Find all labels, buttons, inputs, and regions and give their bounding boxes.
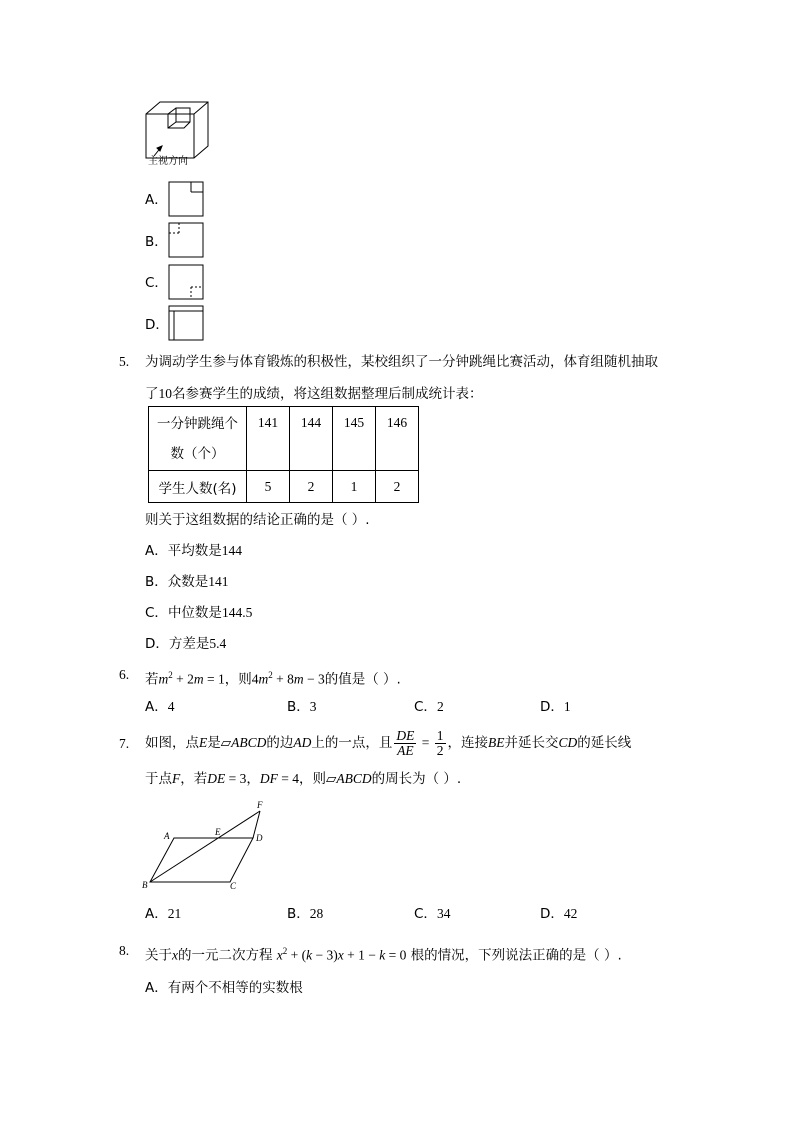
q5-stem-line1: 为调动学生参与体育锻炼的积极性，某校组织了一分钟跳绳比赛活动，体育组随机抽取 [145, 354, 658, 370]
q6-option-d: D．1 [540, 699, 571, 715]
q6-option-a: A．4 [145, 699, 175, 715]
segment-bf [150, 811, 260, 882]
table-row [149, 407, 419, 471]
q7-stem-line2: 于点F，若DE = 3，DF = 4，则▱ABCD的周长为（ ）. [145, 771, 462, 787]
parallelogram-abcd [150, 838, 253, 882]
q5-number: 5. [119, 354, 130, 369]
label-d: D [256, 833, 263, 843]
q7-option-d: D．42 [540, 906, 578, 922]
table-cell: 5 [247, 471, 290, 503]
table-cell: 145 [333, 407, 376, 471]
q6-stem: 若$m^2 + 2m = 1$，则$4m^2 + 8m - 3$的值是（ ）. [145, 670, 401, 688]
table-cell: 141 [247, 407, 290, 471]
q6-number: 6. [119, 667, 130, 682]
q4-option-c-figure [168, 264, 204, 300]
q7-option-b: B．28 [287, 906, 324, 922]
q5-question: 则关于这组数据的结论正确的是（ ）. [145, 512, 370, 528]
table-cell: 144 [290, 407, 333, 471]
table-cell: 146 [376, 407, 419, 471]
stats-table [148, 406, 419, 503]
cube-caption: 主视方向 [148, 156, 188, 167]
parallelogram-figure [140, 798, 270, 893]
table-header-count: 一分钟跳绳个 数（个） [149, 407, 247, 471]
q4-option-a-figure [168, 181, 204, 217]
q7-option-a: A．21 [145, 906, 182, 922]
q4-option-c-label: C． [145, 275, 168, 291]
q5-option-a: A．平均数是144 [145, 543, 242, 559]
q4-option-a-label: A． [145, 192, 168, 208]
q6-option-b: B．3 [287, 699, 317, 715]
table-cell: 2 [290, 471, 333, 503]
q8-option-a: A．有两个不相等的实数根 [145, 980, 303, 996]
q6-option-c: C．2 [414, 699, 444, 715]
label-e: E [215, 827, 221, 837]
q7-option-c: C．34 [414, 906, 451, 922]
cube-figure [140, 100, 220, 160]
q5-option-b: B．众数是141 [145, 574, 229, 590]
q7-number: 7. [119, 736, 130, 751]
q4-option-b-figure [168, 222, 204, 258]
label-a: A [164, 831, 170, 841]
q5-option-c: C．中位数是144.5 [145, 605, 253, 621]
label-c: C [230, 881, 237, 891]
fraction-de-ae: $\frac{DE}{AE}$ [396, 727, 415, 758]
table-cell: 2 [376, 471, 419, 503]
q4-option-b-label: B． [145, 234, 168, 250]
q5-option-d: D．方差是5.4 [145, 636, 227, 652]
table-cell: 1 [333, 471, 376, 503]
q4-option-d-label: D． [145, 317, 169, 333]
table-header-students: 学生人数(名) [149, 471, 247, 503]
fraction-half: $\frac{1}{2}$ [436, 727, 444, 758]
label-f: F [257, 800, 263, 810]
label-b: B [142, 880, 148, 890]
q4-option-d-figure [168, 305, 204, 341]
q5-stem-line2: 了10名参赛学生的成绩，将这组数据整理后制成统计表： [145, 386, 483, 402]
q8-number: 8. [119, 943, 130, 958]
q8-stem: 关于x的一元二次方程 $x^2 + (k - 3)x + 1 - k = 0$ 根的情况，下列说法正确的是（ ）. [145, 946, 622, 964]
table-row [149, 471, 419, 503]
q7-stem-line1: 如图，点E是▱ABCD的边AD上的一点，且 $\frac{DE}{AE}$ = $\frac{1}{2}$ ，连接BE并延长交CD的延长线 [145, 727, 632, 758]
